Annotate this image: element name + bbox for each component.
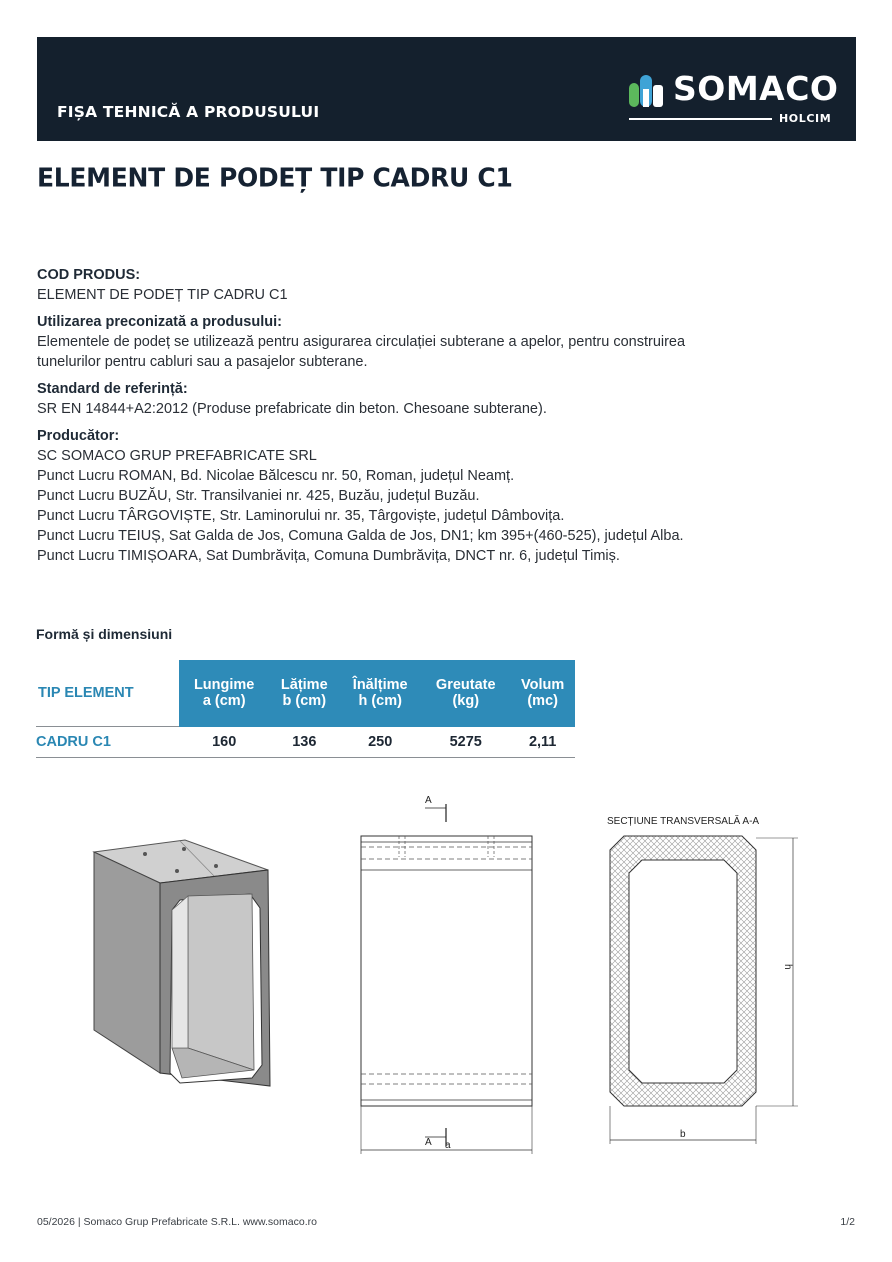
label-dimension-b: b <box>680 1129 686 1140</box>
producator-line: Punct Lucru TÂRGOVIȘTE, Str. Laminorului nr. 35, Târgoviște, județul Dâmbovița. <box>37 508 565 524</box>
logo-wordmark: SOMACO <box>673 69 839 108</box>
header-unit: (kg) <box>452 693 480 710</box>
column-header-height <box>339 660 421 727</box>
label-section-a-bottom: A <box>425 1137 432 1148</box>
side-view-drawing <box>361 795 532 1154</box>
column-header-weight <box>421 660 510 727</box>
technical-drawings <box>0 790 892 1170</box>
cell-weight: 5275 <box>421 727 510 758</box>
table-row <box>36 727 575 758</box>
header-line: Lățime <box>280 677 328 694</box>
utilizare-label: Utilizarea preconizată a produsului: <box>37 314 282 330</box>
producator-block <box>37 426 827 566</box>
section-label: SECȚIUNE TRANSVERSALĂ A-A <box>607 816 760 827</box>
column-header-length <box>179 660 269 727</box>
column-header-width <box>269 660 339 727</box>
somaco-logo <box>629 69 839 133</box>
isometric-element-drawing <box>94 840 270 1086</box>
utilizare-line: tunelurilor pentru cabluri sau a pasajelor subterane. <box>37 354 368 370</box>
header-unit: h (cm) <box>358 693 402 710</box>
cod-produs-label: COD PRODUS: <box>37 267 141 283</box>
producator-line: Punct Lucru ROMAN, Bd. Nicolae Bălcescu nr. 50, Roman, județul Neamț. <box>37 468 515 484</box>
cell-width: 136 <box>269 727 339 758</box>
producator-line: Punct Lucru TEIUȘ, Sat Galda de Jos, Comuna Galda de Jos, DN1; km 395+(460-525), județul Alba. <box>37 528 684 544</box>
label-dimension-a: a <box>445 1140 451 1151</box>
header-line: Greutate <box>435 677 496 694</box>
header-unit: b (cm) <box>282 693 327 710</box>
producator-line: Punct Lucru TIMIȘOARA, Sat Dumbrăvița, Comuna Dumbrăvița, DNCT nr. 6, județul Timiș. <box>37 548 620 564</box>
producator-label: Producător: <box>37 428 120 444</box>
section-title-dimensions: Formă și dimensiuni <box>36 626 173 642</box>
cell-height: 250 <box>339 727 421 758</box>
producator-line: Punct Lucru BUZĂU, Str. Transilvaniei nr. 425, Buzău, județul Buzău. <box>37 488 480 504</box>
product-info <box>37 265 827 573</box>
header-line: Înălțime <box>352 677 408 694</box>
logo-subtext: HOLCIM <box>779 112 832 125</box>
header-unit: (mc) <box>527 693 558 710</box>
column-header-volume <box>510 660 575 727</box>
page-title: ELEMENT DE PODEȚ TIP CADRU C1 <box>37 162 513 193</box>
dimensions-table <box>36 660 575 758</box>
cod-produs-value: ELEMENT DE PODEȚ TIP CADRU C1 <box>37 287 288 303</box>
cross-section-drawing <box>607 814 798 1144</box>
standard-label: Standard de referință: <box>37 381 188 397</box>
label-dimension-h: h <box>782 964 793 970</box>
header-title: FIȘA TEHNICĂ A PRODUSULUI <box>57 103 320 121</box>
standard-block <box>37 379 827 419</box>
header-line: Lungime <box>193 677 255 694</box>
header-bar <box>37 37 856 141</box>
footer-info: 05/2026 | Somaco Grup Prefabricate S.R.L. www.somaco.ro <box>37 1216 317 1228</box>
producator-line: SC SOMACO GRUP PREFABRICATE SRL <box>37 448 317 464</box>
cell-length: 160 <box>179 727 269 758</box>
logo-divider <box>629 118 772 120</box>
utilizare-line: Elementele de podeț se utilizează pentru asigurarea circulației subterane a apelor, pentru construirea <box>37 334 686 350</box>
page-number: 1/2 <box>840 1216 855 1228</box>
header-line: Volum <box>521 677 565 694</box>
cell-volume: 2,11 <box>510 727 575 758</box>
table-header-row <box>36 660 575 727</box>
label-section-a-top: A <box>425 795 432 806</box>
utilizare-block <box>37 312 827 372</box>
somaco-logo-icon <box>629 75 665 107</box>
cod-produs-block <box>37 265 827 305</box>
cell-type: CADRU C1 <box>36 727 179 758</box>
header-unit: a (cm) <box>202 693 246 710</box>
column-header-type: TIP ELEMENT <box>36 660 179 727</box>
standard-value: SR EN 14844+A2:2012 (Produse prefabricate din beton. Chesoane subterane). <box>37 401 547 417</box>
